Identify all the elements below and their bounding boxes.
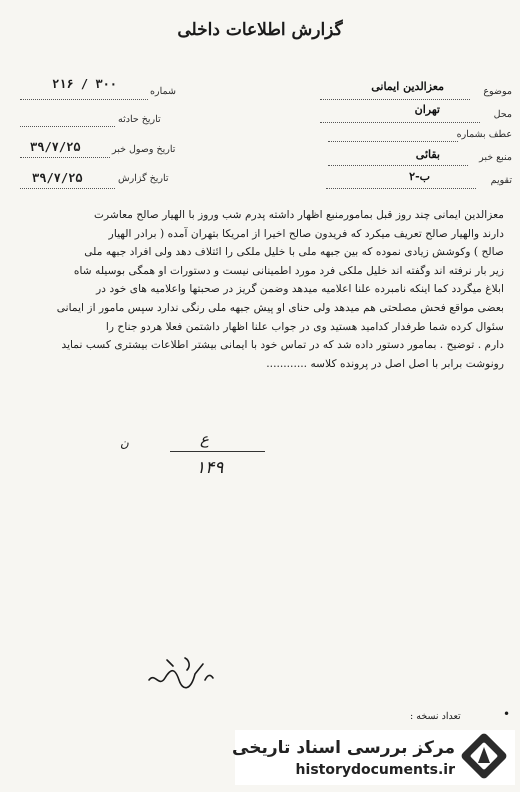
reference-label: عطف بشماره [456, 129, 512, 140]
footer-org-name: مرکز بررسی اسناد تاریخی [232, 738, 455, 758]
handwritten-underline [170, 451, 265, 452]
handwritten-file-number: ۱۴۹ [196, 458, 224, 478]
report-body [18, 206, 504, 373]
body-line: بعضی مواقع فحش مصلحتی هم میدهد ولی حنای او پیش جبهه ملی رنگی ندارد سپس مامور از ایمانی [56, 300, 504, 314]
bullet-mark: • [503, 707, 511, 721]
subject-value: معزالدین ایمانی [371, 80, 444, 93]
evaluation-label: تقویم [490, 175, 512, 186]
body-line: ابلاغ میگردد کما اینکه نامبرده علنا اعلامیه میدهد وضمن گریز در صحبتها واعلامیه های خود در [96, 282, 504, 296]
body-line: صالح ) وکوشش زیادی نموده که بین جبهه ملی با خلیل ملکی را ائتلاف دهد ولی افراد جبهه ملی [84, 245, 504, 259]
body-line: زیر بار نرفته اند وگفته اند خلیل ملکی فرد مورد اطمینانی نیست و دستورات او همگی بوسیله شاه [73, 263, 504, 277]
incident-date-line [20, 126, 115, 127]
source-label: منبع خبر [479, 152, 512, 163]
document-title: گزارش اطلاعات داخلی [177, 20, 343, 40]
receipt-date-value: ۳۹/۷/۲۵ [30, 140, 81, 154]
number-value: ۲۱۶ / ۳۰۰ [52, 77, 118, 91]
subject-label: موضوع [483, 86, 512, 97]
body-line: دارند والهیار صالح تعریف میکرد که فریدون صالح اخیرا از امریکا بتهران آمده ( برادر الهیار [108, 226, 504, 240]
handwritten-side-mark: ن [120, 436, 129, 450]
report-date-label: تاریخ گزارش [118, 173, 169, 184]
evaluation-value: ب-۲ [409, 170, 430, 183]
archive-logo-icon [461, 733, 507, 779]
reference-line [328, 141, 458, 142]
handwritten-file-mark: ع [200, 430, 209, 448]
number-line [20, 99, 148, 100]
copies-label: تعداد نسخه : [410, 711, 461, 722]
report-date-value: ۳۹/۷/۲۵ [32, 171, 83, 185]
body-line: رونوشت برابر با اصل اصل در پرونده کلاسه ............ [266, 356, 504, 370]
subject-line [320, 99, 470, 100]
receipt-date-line [20, 157, 110, 158]
source-line [328, 165, 468, 166]
location-label: محل [493, 109, 512, 120]
footer-url: historydocuments.ir [295, 762, 455, 778]
source-value: بقائی [415, 148, 440, 161]
incident-date-label: تاریخ حادثه [118, 114, 161, 125]
footer-watermark [232, 730, 515, 785]
receipt-date-label: تاریخ وصول خبر [112, 144, 176, 155]
signature-mark [145, 650, 215, 695]
location-value: تهران [414, 103, 440, 116]
number-label: شماره [150, 86, 176, 97]
body-line: معزالدین ایمانی چند روز قبل بمامورمنبع اظهار داشته پدرم شب وروز با الهیار صالح معاشرت [93, 208, 504, 221]
location-line [320, 122, 480, 123]
evaluation-line [326, 188, 476, 189]
report-date-line [20, 188, 115, 189]
body-line: سئوال کرده شما طرفدار کدامید هستید وی در جواب علنا اظهار داشتمن فعلا هردو جناح را [105, 319, 504, 333]
body-line: دارم . توضیح . بمامور دستور داده شد که در تماس خود با ایمانی بیشتر اطلاعات بیشتری کسب نماید [61, 338, 504, 352]
